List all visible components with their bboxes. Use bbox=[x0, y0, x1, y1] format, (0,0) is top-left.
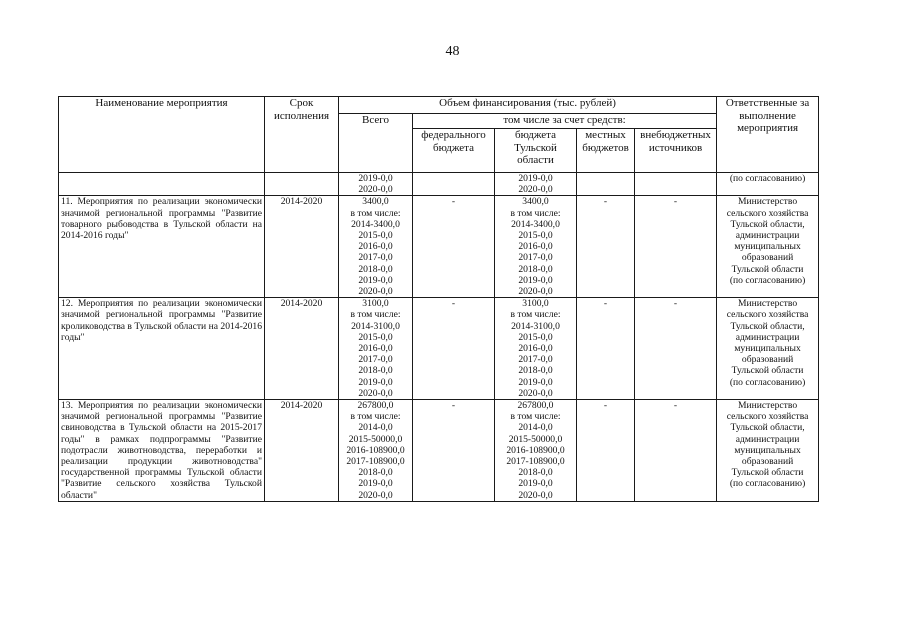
responsible-line: Тульской области, bbox=[730, 218, 805, 230]
program-term: 2014-2020 bbox=[265, 400, 339, 502]
program-responsible bbox=[717, 400, 819, 502]
program-total bbox=[339, 196, 413, 298]
header-local: местных бюджетов bbox=[577, 129, 635, 173]
program-term: 2014-2020 bbox=[265, 298, 339, 400]
program-regional bbox=[495, 298, 577, 400]
total-line: 3100,0 bbox=[362, 298, 389, 310]
program-offbudget: - bbox=[635, 400, 717, 502]
responsible-line: Министерство bbox=[737, 298, 798, 310]
regional-line: 2019-0,0 bbox=[518, 274, 553, 286]
total-line: 2018-0,0 bbox=[358, 467, 393, 479]
program-term: 2014-2020 bbox=[265, 196, 339, 298]
continuation-local bbox=[577, 173, 635, 196]
regional-line: 3400,0 bbox=[522, 196, 549, 208]
total-line: 2018-0,0 bbox=[358, 365, 393, 377]
program-local: - bbox=[577, 400, 635, 502]
responsible-line: администрации bbox=[735, 331, 800, 343]
program-federal: - bbox=[413, 298, 495, 400]
regional-line: 2014-3100,0 bbox=[511, 320, 560, 332]
responsible-line: Министерство bbox=[737, 196, 798, 208]
responsible-line: (по согласованию) bbox=[729, 376, 806, 388]
header-responsible: Ответственные за выполнение мероприятия bbox=[717, 97, 819, 173]
responsible-line: (по согласованию) bbox=[729, 274, 806, 286]
regional-line: 2014-0,0 bbox=[518, 422, 553, 434]
header-total: Всего bbox=[339, 114, 413, 173]
regional-line: 3100,0 bbox=[522, 298, 549, 310]
total-line: 2017-108900,0 bbox=[346, 456, 405, 468]
header-regional: бюджета Тульской области bbox=[495, 129, 577, 173]
total-line: 2015-0,0 bbox=[358, 230, 393, 242]
regional-line: 2015-0,0 bbox=[518, 331, 553, 343]
header-including: том числе за счет средств: bbox=[413, 114, 717, 129]
responsible-line: (по согласованию) bbox=[729, 478, 806, 490]
total-line: 2015-0,0 bbox=[358, 331, 393, 343]
regional-line: в том числе: bbox=[510, 411, 561, 423]
responsible-line: сельского хозяйства bbox=[726, 411, 809, 423]
continuation-row bbox=[59, 173, 819, 196]
program-total bbox=[339, 298, 413, 400]
responsible-line: образований bbox=[741, 252, 794, 264]
continuation-regional-line: 2020-0,0 bbox=[518, 184, 553, 196]
total-line: 3400,0 bbox=[362, 196, 389, 208]
program-federal: - bbox=[413, 400, 495, 502]
program-name: 13. Мероприятия по реализации экономически значимой региональной программы "Развитие свиноводства в Тульской области на 2015-2017 годы" в рамках подпрограммы "Развитие подотрасли животноводства, переработки и реализации продукции животноводства" государственной программы Тульской области "Развитие сельского хозяйства Тульской области" bbox=[59, 400, 265, 502]
header-offbudget: внебюджетных источников bbox=[635, 129, 717, 173]
regional-line: 2018-0,0 bbox=[518, 365, 553, 377]
header-name: Наименование мероприятия bbox=[59, 97, 265, 173]
regional-line: 2016-108900,0 bbox=[506, 444, 565, 456]
continuation-offbudget bbox=[635, 173, 717, 196]
regional-line: 2018-0,0 bbox=[518, 263, 553, 275]
regional-line: 2020-0,0 bbox=[518, 489, 553, 501]
responsible-line: администрации bbox=[735, 230, 800, 242]
continuation-total-line: 2019-0,0 bbox=[358, 173, 393, 184]
program-regional bbox=[495, 196, 577, 298]
responsible-line: сельского хозяйства bbox=[726, 207, 809, 219]
program-responsible bbox=[717, 196, 819, 298]
program-row bbox=[59, 298, 819, 400]
responsible-line: Тульской области bbox=[731, 467, 804, 479]
responsible-line: муниципальных bbox=[734, 444, 801, 456]
regional-line: 2017-0,0 bbox=[518, 354, 553, 366]
program-row bbox=[59, 400, 819, 502]
responsible-line: администрации bbox=[735, 433, 800, 445]
total-line: в том числе: bbox=[350, 207, 401, 219]
total-line: в том числе: bbox=[350, 309, 401, 321]
program-regional bbox=[495, 400, 577, 502]
responsible-line: Министерство bbox=[737, 400, 798, 412]
continuation-regional-line: 2019-0,0 bbox=[518, 173, 553, 184]
responsible-line: муниципальных bbox=[734, 343, 801, 355]
total-line: 2016-0,0 bbox=[358, 241, 393, 253]
total-line: 2014-3400,0 bbox=[351, 218, 400, 230]
total-line: 2019-0,0 bbox=[358, 274, 393, 286]
responsible-line: Тульской области bbox=[731, 263, 804, 275]
regional-line: 2020-0,0 bbox=[518, 286, 553, 298]
regional-line: в том числе: bbox=[510, 207, 561, 219]
continuation-federal bbox=[413, 173, 495, 196]
financing-table bbox=[58, 96, 819, 502]
continuation-term bbox=[265, 173, 339, 196]
responsible-line: муниципальных bbox=[734, 241, 801, 253]
program-responsible bbox=[717, 298, 819, 400]
regional-line: 2019-0,0 bbox=[518, 376, 553, 388]
total-line: 2014-0,0 bbox=[358, 422, 393, 434]
total-line: 2019-0,0 bbox=[358, 478, 393, 490]
regional-line: 2019-0,0 bbox=[518, 478, 553, 490]
total-line: 2014-3100,0 bbox=[351, 320, 400, 332]
header-volume: Объем финансирования (тыс. рублей) bbox=[339, 97, 717, 114]
continuation-total bbox=[339, 173, 413, 196]
program-local: - bbox=[577, 196, 635, 298]
total-line: в том числе: bbox=[350, 411, 401, 423]
responsible-line: образований bbox=[741, 456, 794, 468]
total-line: 2017-0,0 bbox=[358, 354, 393, 366]
regional-line: 2020-0,0 bbox=[518, 387, 553, 399]
regional-line: 2017-0,0 bbox=[518, 252, 553, 264]
program-federal: - bbox=[413, 196, 495, 298]
continuation-responsible: (по согласованию) bbox=[717, 173, 819, 196]
total-line: 2020-0,0 bbox=[358, 387, 393, 399]
regional-line: 2014-3400,0 bbox=[511, 218, 560, 230]
header-federal: федерального бюджета bbox=[413, 129, 495, 173]
responsible-line: сельского хозяйства bbox=[726, 309, 809, 321]
program-total bbox=[339, 400, 413, 502]
responsible-line: Тульской области, bbox=[730, 422, 805, 434]
program-local: - bbox=[577, 298, 635, 400]
continuation-total-line: 2020-0,0 bbox=[358, 184, 393, 196]
total-line: 2018-0,0 bbox=[358, 263, 393, 275]
program-name: 11. Мероприятия по реализации экономически значимой региональной программы "Развитие товарного рыбоводства в Тульской области на 2014-2016 годы" bbox=[59, 196, 265, 298]
total-line: 2020-0,0 bbox=[358, 286, 393, 298]
program-offbudget: - bbox=[635, 298, 717, 400]
total-line: 2019-0,0 bbox=[358, 376, 393, 388]
responsible-line: Тульской области, bbox=[730, 320, 805, 332]
regional-line: 2015-0,0 bbox=[518, 230, 553, 242]
program-offbudget: - bbox=[635, 196, 717, 298]
header-term: Срок исполнения bbox=[265, 97, 339, 173]
regional-line: 2016-0,0 bbox=[518, 241, 553, 253]
total-line: 2016-108900,0 bbox=[346, 444, 405, 456]
page-number: 48 bbox=[445, 44, 460, 59]
responsible-line: образований bbox=[741, 354, 794, 366]
continuation-regional bbox=[495, 173, 577, 196]
regional-line: 2015-50000,0 bbox=[508, 433, 563, 445]
total-line: 2017-0,0 bbox=[358, 252, 393, 264]
continuation-name bbox=[59, 173, 265, 196]
total-line: 267800,0 bbox=[357, 400, 394, 412]
program-row bbox=[59, 196, 819, 298]
total-line: 2020-0,0 bbox=[358, 489, 393, 501]
total-line: 2016-0,0 bbox=[358, 343, 393, 355]
regional-line: 2018-0,0 bbox=[518, 467, 553, 479]
total-line: 2015-50000,0 bbox=[348, 433, 403, 445]
responsible-line: Тульской области bbox=[731, 365, 804, 377]
program-name: 12. Мероприятия по реализации экономически значимой региональной программы "Развитие кролиководства в Тульской области на 2014-2016 годы" bbox=[59, 298, 265, 400]
regional-line: 2017-108900,0 bbox=[506, 456, 565, 468]
regional-line: 267800,0 bbox=[517, 400, 554, 412]
regional-line: 2016-0,0 bbox=[518, 343, 553, 355]
regional-line: в том числе: bbox=[510, 309, 561, 321]
